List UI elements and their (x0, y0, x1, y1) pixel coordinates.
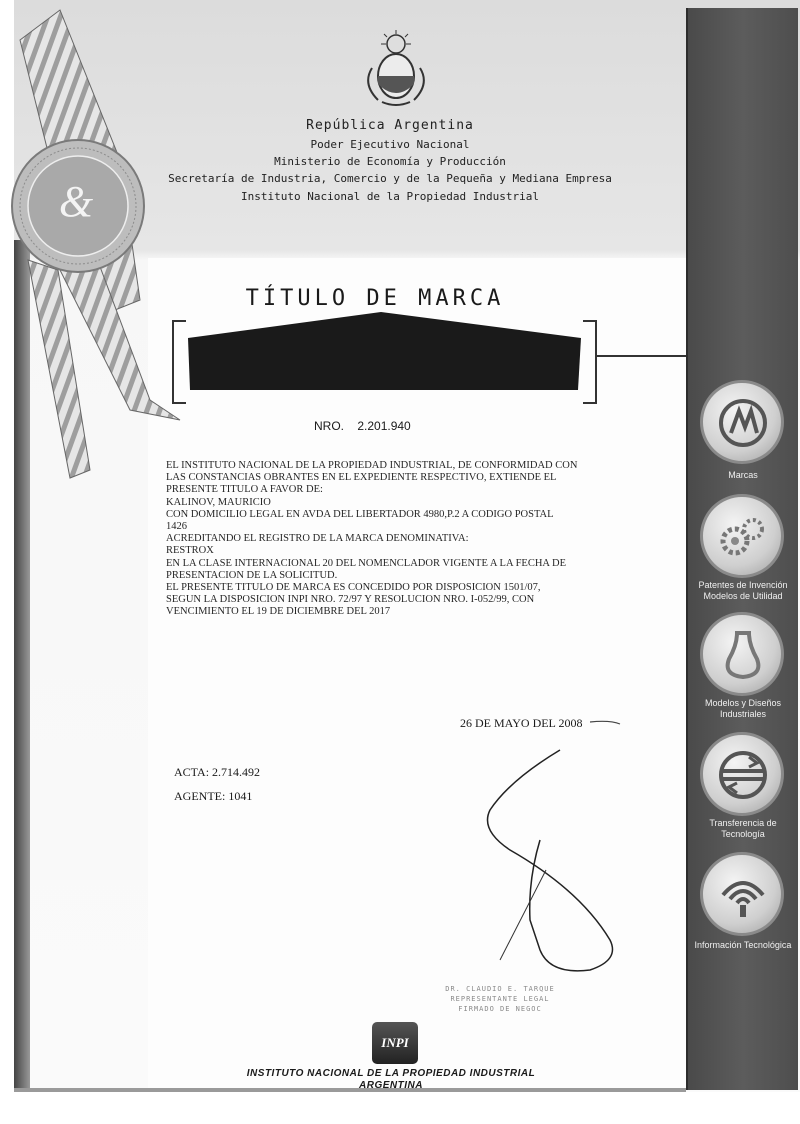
body-line: 1426 (166, 521, 187, 533)
sidebar-label-modelos: Modelos y Diseños Industriales (704, 698, 782, 719)
header-country: República Argentina (306, 118, 474, 133)
signature-scribble (470, 720, 650, 980)
number-label: NRO. (314, 419, 344, 433)
sidebar-label-marcas: Marcas (728, 470, 758, 480)
footer-line1: INSTITUTO NACIONAL DE LA PROPIEDAD INDUSTRIAL (246, 1068, 536, 1079)
footer-line2: ARGENTINA (359, 1080, 423, 1088)
body-line: PRESENTACION DE LA SOLICITUD. (166, 569, 338, 581)
seal-ampersand: & (58, 177, 94, 226)
acta-number: ACTA: 2.714.492 (174, 765, 261, 779)
header-secretariat: Secretaría de Industria, Comercio y de la Pequeña y Mediana Empresa (168, 172, 612, 185)
sidebar-label-informacion: Información Tecnológica (694, 940, 792, 950)
bottom-edge (14, 1088, 686, 1092)
modelos-circle (700, 612, 784, 696)
trademark-icon (713, 393, 773, 453)
vase-icon (713, 625, 773, 685)
coat-of-arms-icon (360, 28, 432, 108)
issue-date: 26 DE MAYO DEL 2008 (460, 716, 583, 730)
certificate-body (166, 460, 606, 619)
body-line: EN LA CLASE INTERNACIONAL 20 DEL NOMENCLADOR VIGENTE A LA FECHA DE (166, 557, 567, 569)
body-line: VENCIMIENTO EL 19 DE DICIEMBRE DEL 2017 (166, 606, 391, 618)
stamp-line: DR. CLAUDIO E. TARQUE (445, 985, 555, 993)
body-line: PRESENTE TITULO A FAVOR DE: (166, 484, 323, 496)
footer-institution (196, 1068, 586, 1088)
body-line: EL PRESENTE TITULO DE MARCA ES CONCEDIDO POR DISPOSICION 1501/07, (166, 582, 541, 594)
broadcast-icon (713, 865, 773, 925)
header-executive: Poder Ejecutivo Nacional (310, 138, 470, 151)
body-line: LAS CONSTANCIAS OBRANTES EN EL EXPEDIENTE RESPECTIVO, EXTIENDE EL (166, 472, 557, 484)
agent-number: AGENTE: 1041 (174, 789, 253, 803)
transferencia-circle (700, 732, 784, 816)
body-line: EL INSTITUTO NACIONAL DE LA PROPIEDAD INDUSTRIAL, DE CONFORMIDAD CON (166, 460, 578, 471)
sidebar-label-patentes: Patentes de Invención Modelos de Utilidad (698, 580, 788, 601)
body-line: KALINOV, MAURICIO (166, 496, 271, 508)
stamp-line: FIRMADO DE NEGOC (458, 1005, 542, 1013)
body-line: ACREDITANDO EL REGISTRO DE LA MARCA DENOMINATIVA: (166, 533, 469, 545)
number-value: 2.201.940 (357, 419, 411, 433)
body-line: RESTROX (166, 545, 214, 557)
body-line: CON DOMICILIO LEGAL EN AVDA DEL LIBERTADOR 4980,P.2 A CODIGO POSTAL (166, 508, 554, 520)
frame-bracket-left (172, 320, 186, 404)
gears-icon (713, 507, 773, 567)
header-ministry: Ministerio de Economía y Producción (274, 155, 506, 168)
registration-number (314, 419, 411, 433)
redacted-mark-block (186, 310, 586, 392)
header-institute: Instituto Nacional de la Propiedad Industrial (240, 190, 539, 203)
informacion-circle (700, 852, 784, 936)
document-title: TÍTULO DE MARCA (245, 286, 505, 311)
right-sidebar (686, 8, 798, 1090)
body-line: SEGUN LA DISPOSICION INPI NRO. 72/97 Y RESOLUCION NRO. I-052/99, CON (166, 594, 535, 606)
inpi-logo: INPI (372, 1022, 418, 1064)
signatory-stamp (430, 984, 570, 1014)
transfer-icon (713, 745, 773, 805)
stamp-line: REPRESENTANTE LEGAL (450, 995, 550, 1003)
marcas-circle (700, 380, 784, 464)
sidebar-label-transferencia: Transferencia de Tecnología (709, 818, 777, 839)
patentes-circle (700, 494, 784, 578)
connector-line (596, 355, 688, 357)
